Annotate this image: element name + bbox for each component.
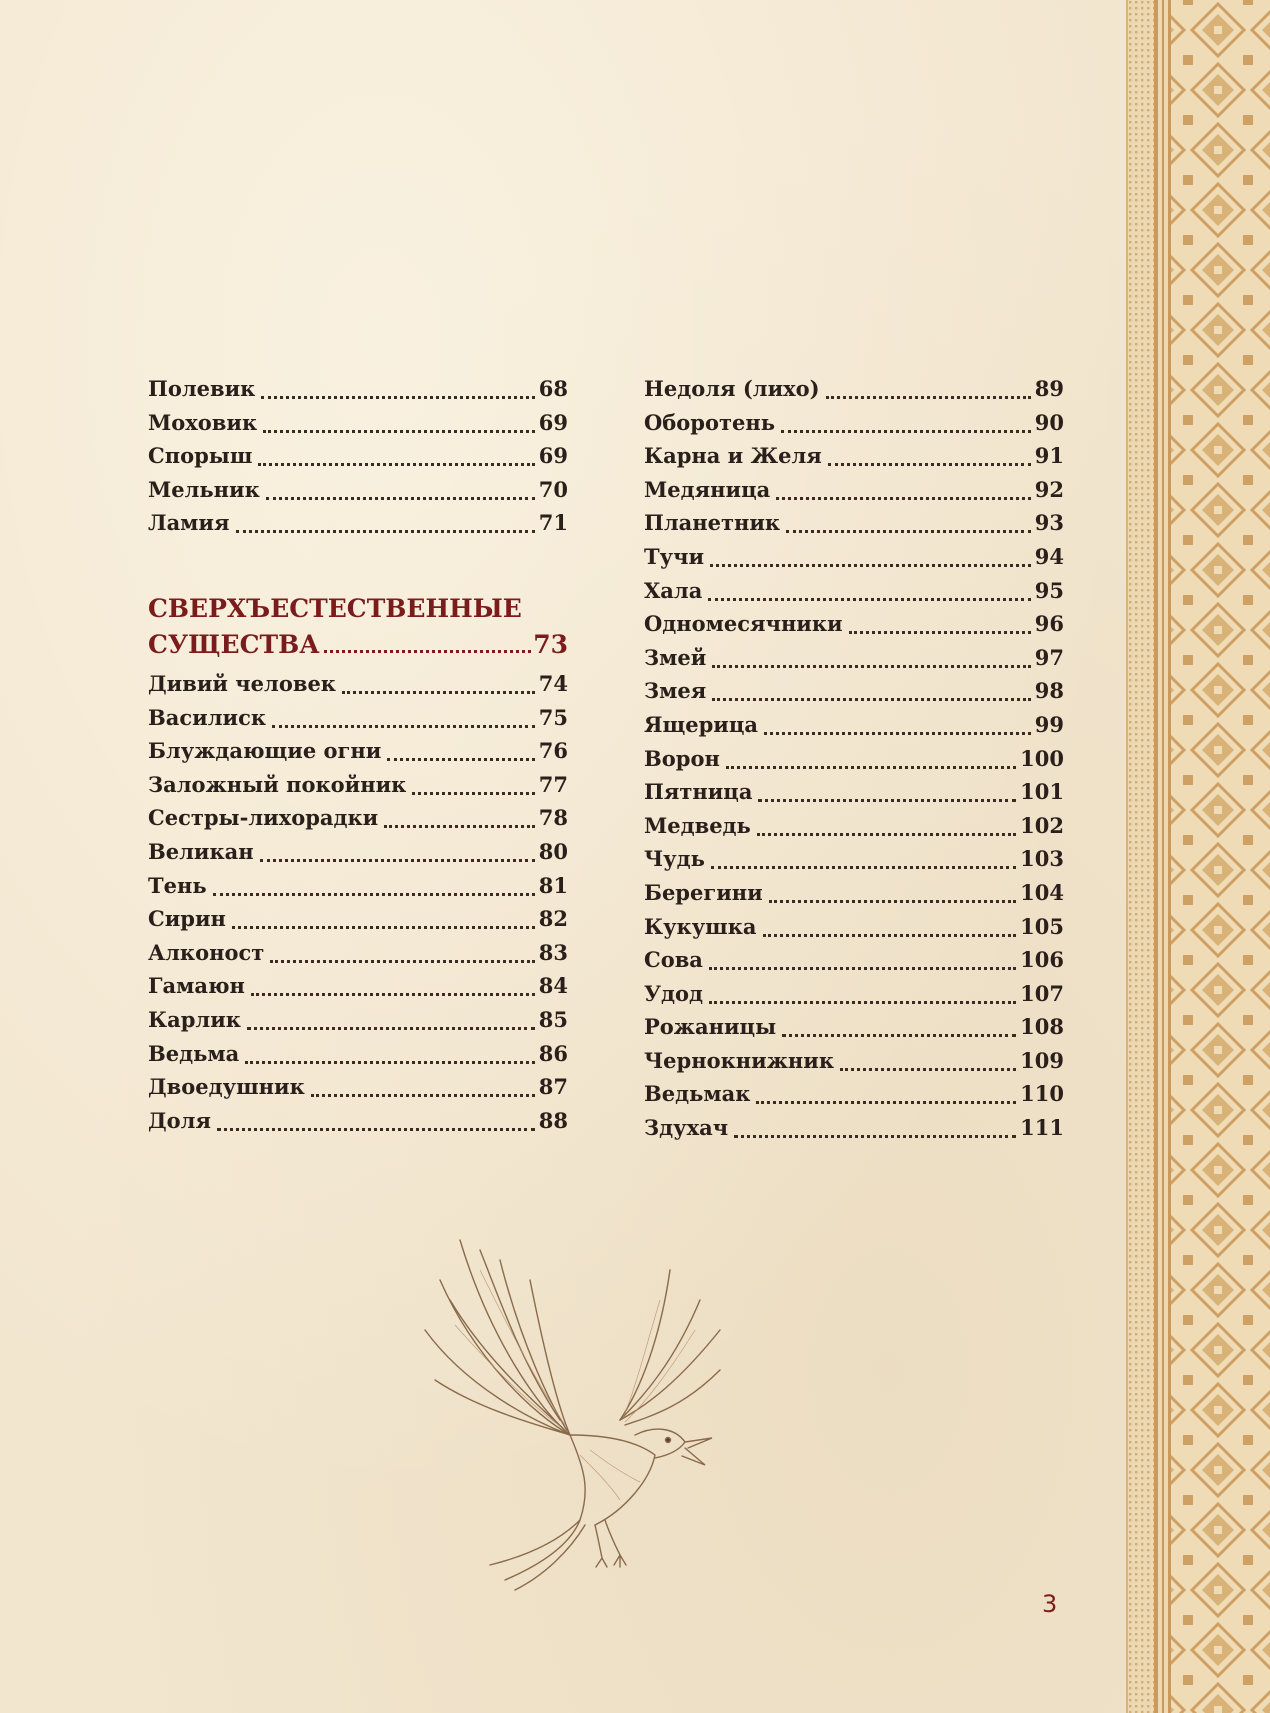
dot-leader	[709, 946, 1016, 970]
toc-entry-title: Чудь	[644, 846, 705, 872]
toc-entry-title: Дивий человек	[148, 670, 336, 696]
toc-entry-title: Ворон	[644, 745, 720, 771]
toc-entry-page: 86	[538, 1040, 568, 1066]
toc-entry-page: 99	[1034, 711, 1064, 737]
dot-leader	[763, 913, 1017, 937]
toc-entry-title: Доля	[148, 1107, 211, 1133]
toc-entry-title: Тучи	[644, 543, 705, 569]
toc-entry[interactable]	[644, 540, 1064, 574]
dot-leader	[232, 905, 535, 929]
toc-entry-page: 95	[1034, 577, 1064, 603]
toc-right-column	[644, 372, 1064, 1145]
toc-entry-title: Сирин	[148, 906, 226, 932]
toc-entry[interactable]	[148, 439, 568, 473]
dot-leader	[251, 972, 535, 996]
toc-entry[interactable]	[644, 674, 1064, 708]
dot-leader	[342, 670, 535, 694]
toc-entry[interactable]	[148, 969, 568, 1003]
dot-leader	[764, 711, 1031, 735]
toc-entry-title: Хала	[644, 577, 703, 603]
toc-entry[interactable]	[148, 768, 568, 802]
toc-entry-title: Кукушка	[644, 913, 757, 939]
bird-illustration-icon	[420, 1220, 750, 1600]
toc-entry-title: Мельник	[148, 476, 260, 502]
toc-entry[interactable]	[644, 1044, 1064, 1078]
toc-entry-page: 89	[1034, 376, 1064, 401]
toc-entry[interactable]	[148, 1037, 568, 1071]
toc-entry-page: 101	[1020, 779, 1064, 805]
toc-entry-page: 70	[538, 476, 568, 502]
dot-leader	[781, 409, 1031, 433]
toc-entry-title: Карлик	[148, 1006, 241, 1032]
toc-entry-page: 106	[1020, 947, 1064, 973]
toc-entry-title: Полевик	[148, 376, 256, 401]
dot-leader	[849, 610, 1031, 634]
dot-leader	[311, 1073, 535, 1097]
toc-entry-page: 80	[538, 838, 568, 864]
toc-entry[interactable]	[644, 842, 1064, 876]
dot-leader	[711, 845, 1016, 869]
toc-entry-page: 78	[538, 805, 568, 831]
toc-entry[interactable]	[644, 641, 1064, 675]
toc-entry[interactable]	[148, 406, 568, 440]
dot-leader	[213, 872, 535, 896]
dot-leader	[272, 704, 535, 728]
toc-entry[interactable]	[148, 701, 568, 735]
toc-left-column	[148, 372, 568, 1137]
toc-entry-title: Ведьма	[148, 1040, 240, 1066]
dot-leader	[247, 1006, 535, 1030]
dot-leader	[769, 879, 1016, 903]
toc-entry[interactable]	[644, 910, 1064, 944]
toc-entry-page: 103	[1020, 846, 1064, 872]
toc-entry[interactable]	[148, 936, 568, 970]
dot-leader	[263, 409, 535, 433]
dot-leader	[756, 1080, 1016, 1104]
toc-entry[interactable]	[644, 943, 1064, 977]
section-heading-line2: СУЩЕСТВА	[148, 629, 320, 659]
toc-entry-title: Чернокнижник	[644, 1047, 835, 1073]
toc-entry[interactable]	[644, 607, 1064, 641]
toc-entry[interactable]	[644, 406, 1064, 440]
toc-entry[interactable]	[644, 1010, 1064, 1044]
dot-leader	[710, 543, 1031, 567]
toc-entry[interactable]	[148, 902, 568, 936]
dot-leader	[324, 625, 532, 653]
toc-entry-title: Рожаницы	[644, 1014, 777, 1040]
toc-entry-page: 76	[538, 738, 568, 764]
dot-leader	[217, 1107, 535, 1131]
toc-entry-title: Пятница	[644, 779, 753, 805]
toc-entry-title: Берегини	[644, 879, 763, 905]
toc-entry-page: 84	[538, 973, 568, 999]
toc-entry-title: Алконост	[148, 939, 265, 965]
toc-entry-page: 71	[538, 510, 568, 536]
dot-leader	[726, 745, 1016, 769]
toc-entry-page: 100	[1020, 745, 1064, 771]
toc-entry-page: 74	[538, 670, 568, 696]
toc-entry-page: 90	[1034, 409, 1064, 435]
section-heading	[148, 592, 568, 661]
toc-entry[interactable]	[644, 876, 1064, 910]
toc-entry-page: 77	[538, 771, 568, 797]
toc-entry-page: 75	[538, 704, 568, 730]
toc-entry-page: 92	[1034, 476, 1064, 502]
toc-entry-page: 109	[1020, 1047, 1064, 1073]
toc-entry-page: 110	[1020, 1081, 1064, 1107]
toc-entry-title: Гамаюн	[148, 973, 245, 999]
toc-entry[interactable]	[148, 667, 568, 701]
dot-leader	[734, 1114, 1016, 1138]
toc-entry-page: 69	[538, 409, 568, 435]
toc-entry-title: Двоедушник	[148, 1074, 305, 1100]
dot-leader	[387, 737, 534, 761]
toc-entry-title: Тень	[148, 872, 207, 898]
dot-leader	[236, 509, 535, 533]
toc-entry-title: Планетник	[644, 510, 781, 536]
toc-entry-page: 81	[538, 872, 568, 898]
dot-leader	[270, 939, 535, 963]
toc-entry[interactable]	[148, 801, 568, 835]
dot-leader	[786, 509, 1031, 533]
dot-leader	[384, 804, 535, 828]
toc-entry-title: Спорыш	[148, 443, 253, 469]
dot-leader	[840, 1047, 1016, 1071]
toc-entry[interactable]	[148, 1003, 568, 1037]
toc-entry-title: Недоля (лихо)	[644, 376, 820, 401]
toc-entry-page: 82	[538, 906, 568, 932]
toc-entry-title: Ведьмак	[644, 1081, 751, 1107]
toc-entry-title: Здухач	[644, 1115, 729, 1141]
dot-leader	[757, 812, 1016, 836]
dot-leader	[261, 375, 534, 399]
dot-leader	[776, 476, 1031, 500]
toc-entry[interactable]	[148, 1070, 568, 1104]
dot-leader	[712, 644, 1030, 668]
toc-entry-title: Медведь	[644, 812, 751, 838]
toc-entry-title: Змея	[644, 678, 707, 704]
toc-entry-title: Оборотень	[644, 409, 775, 435]
toc-entry[interactable]	[148, 1104, 568, 1138]
page-number: 3	[1042, 1590, 1058, 1618]
toc-entry[interactable]	[644, 439, 1064, 473]
toc-entry-page: 83	[538, 939, 568, 965]
toc-entry-page: 68	[538, 376, 568, 401]
dot-leader	[826, 375, 1031, 399]
toc-entry[interactable]	[148, 473, 568, 507]
toc-entry-page: 85	[538, 1006, 568, 1032]
dot-leader	[828, 442, 1031, 466]
toc-entry-title: Сова	[644, 947, 703, 973]
toc-entry-page: 91	[1034, 443, 1064, 469]
toc-entry-page: 97	[1034, 644, 1064, 670]
toc-entry-title: Змей	[644, 644, 707, 670]
toc-entry[interactable]	[644, 742, 1064, 776]
toc-entry-title: Ящерица	[644, 711, 758, 737]
toc-entry-title: Моховик	[148, 409, 258, 435]
toc-entry-title: Медяница	[644, 476, 771, 502]
dot-leader	[245, 1040, 535, 1064]
toc-entry-title: Василиск	[148, 704, 267, 730]
dot-leader	[708, 577, 1030, 601]
toc-entry-title: Великан	[148, 838, 254, 864]
toc-entry[interactable]	[148, 372, 568, 406]
dot-leader	[709, 980, 1016, 1004]
toc-entry-page: 93	[1034, 510, 1064, 536]
toc-entry-page: 96	[1034, 611, 1064, 637]
toc-entry-title: Удод	[644, 980, 704, 1006]
toc-entry[interactable]	[644, 809, 1064, 843]
toc-entry[interactable]	[148, 869, 568, 903]
toc-entry[interactable]	[148, 835, 568, 869]
toc-entry-page: 104	[1020, 879, 1064, 905]
dot-leader	[712, 677, 1031, 701]
toc-entry-page: 98	[1034, 678, 1064, 704]
toc-entry-page: 111	[1020, 1115, 1064, 1141]
toc-entry[interactable]	[148, 734, 568, 768]
toc-entry[interactable]	[644, 473, 1064, 507]
dot-leader	[258, 442, 534, 466]
toc-entry-page: 102	[1020, 812, 1064, 838]
toc-entry[interactable]	[148, 506, 568, 540]
toc-entry-page: 105	[1020, 913, 1064, 939]
section-heading-line1: СВЕРХЪЕСТЕСТВЕННЫЕ	[148, 593, 522, 623]
dot-leader	[266, 476, 535, 500]
toc-entry[interactable]	[644, 775, 1064, 809]
dot-leader	[758, 778, 1016, 802]
toc-entry-title: Карна и Желя	[644, 443, 822, 469]
toc-entry-page: 69	[538, 443, 568, 469]
dot-leader	[260, 838, 535, 862]
ornament-border	[1126, 0, 1270, 1713]
toc-entry-title: Сестры-лихорадки	[148, 805, 379, 831]
toc-entry[interactable]	[644, 506, 1064, 540]
toc-entry-title: Ламия	[148, 510, 230, 536]
dot-leader	[782, 1013, 1016, 1037]
toc-entry-page: 88	[538, 1107, 568, 1133]
toc-entry[interactable]	[644, 1077, 1064, 1111]
toc-entry-page: 108	[1020, 1014, 1064, 1040]
toc-entry-page: 87	[538, 1074, 568, 1100]
toc-entry[interactable]	[644, 372, 1064, 406]
toc-entry[interactable]	[644, 574, 1064, 608]
section-page-number: 73	[533, 629, 568, 659]
dot-leader	[412, 771, 534, 795]
toc-entry-page: 107	[1020, 980, 1064, 1006]
toc-entry[interactable]	[644, 708, 1064, 742]
toc-entry-title: Одномесячники	[644, 611, 843, 637]
toc-entry-page: 94	[1034, 543, 1064, 569]
toc-entry-title: Блуждающие огни	[148, 738, 382, 764]
toc-entry[interactable]	[644, 1111, 1064, 1145]
toc-entry[interactable]	[644, 977, 1064, 1011]
toc-entry-title: Заложный покойник	[148, 771, 407, 797]
